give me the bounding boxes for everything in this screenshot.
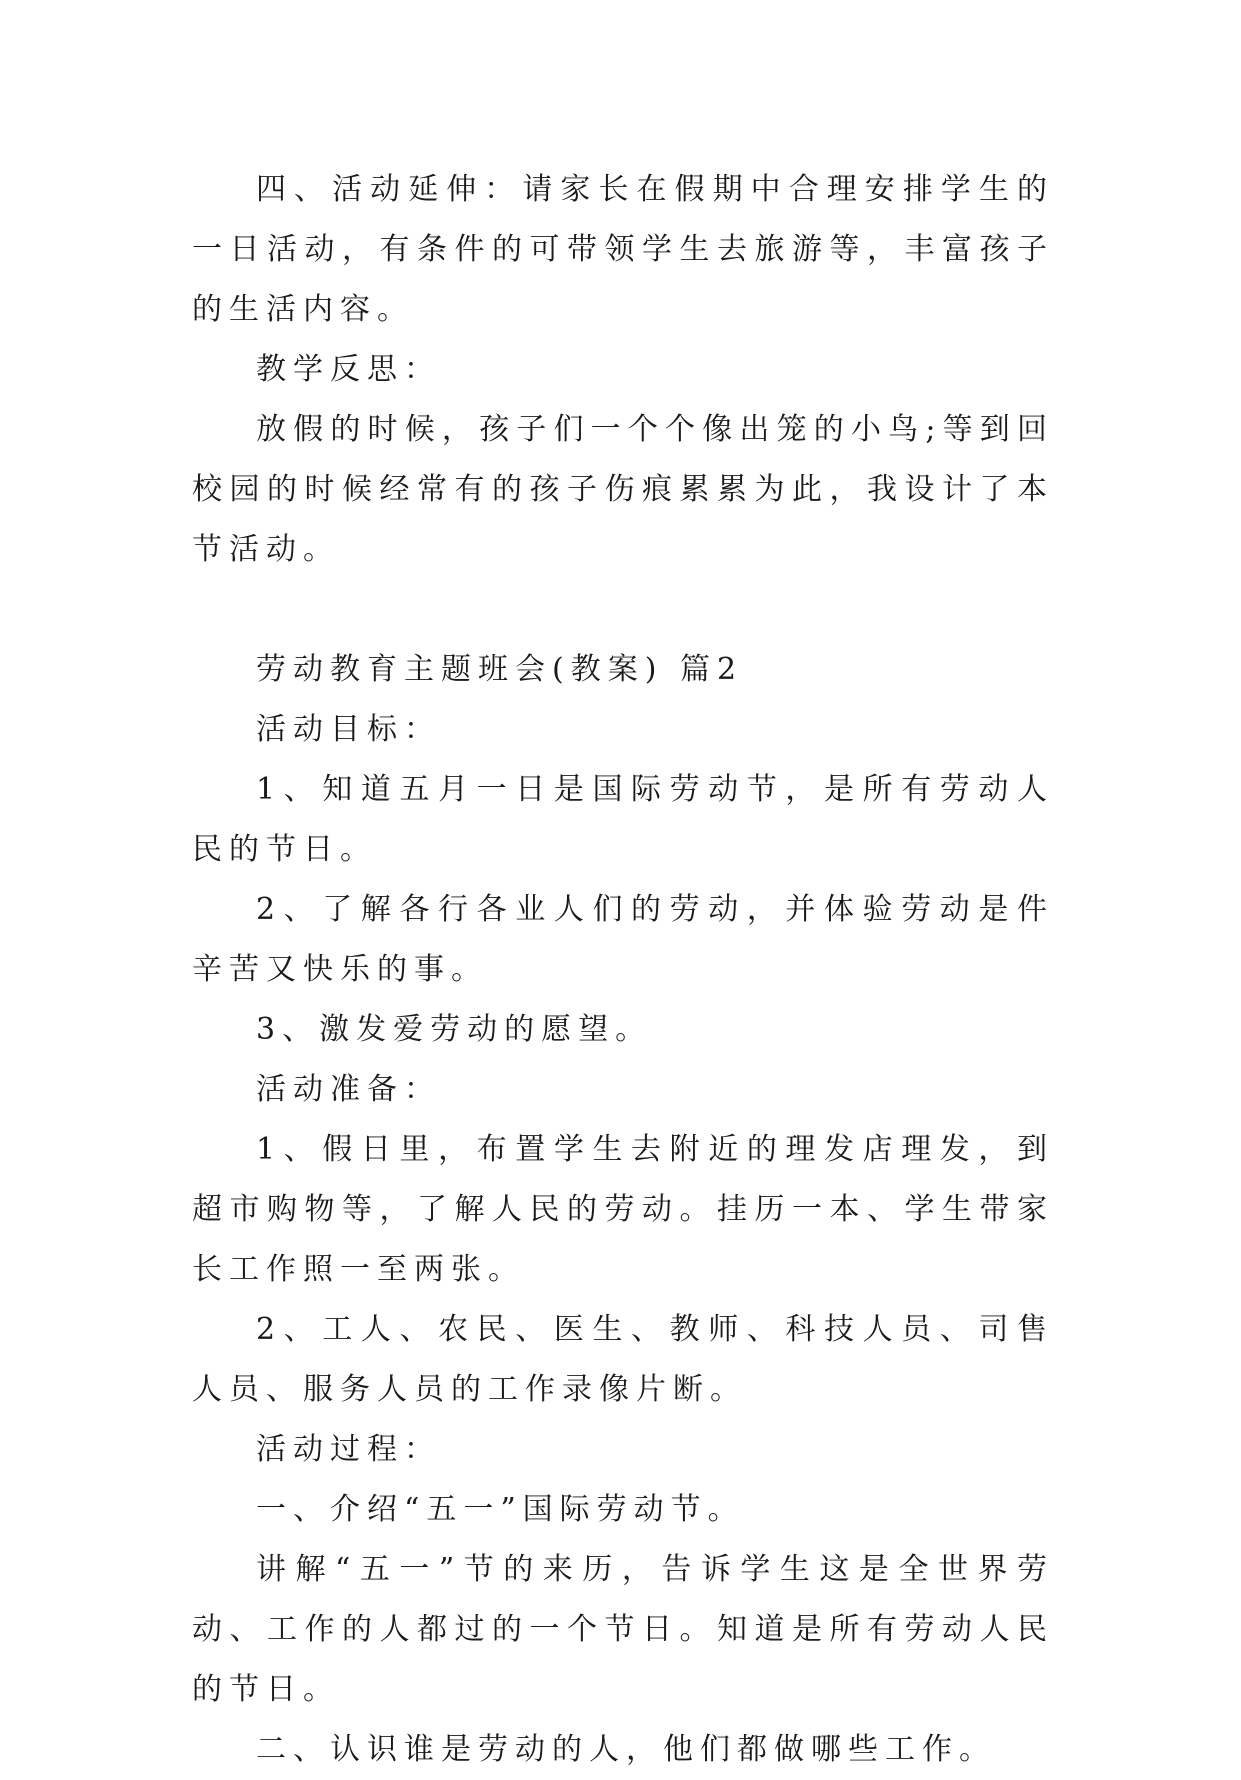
document-body: [192, 160, 1054, 1780]
paragraph-goal-3: 3、激发爱劳动的愿望。: [256, 1012, 653, 1047]
section-title: 劳动教育主题班会(教案) 篇2: [256, 652, 744, 687]
paragraph-preparation-2: 2、工人、农民、医生、教师、科技人员、司售人员、服务人员的工作录像片断。: [192, 1312, 1054, 1407]
paragraph-goals-heading: 活动目标：: [256, 712, 441, 747]
paragraph-goal-1: 1、知道五月一日是国际劳动节，是所有劳动人民的节日。: [192, 772, 1054, 867]
paragraph-preparation-1: 1、假日里，布置学生去附近的理发店理发，到超市购物等，了解人民的劳动。挂历一本、学生带家长工作照一至两张。: [192, 1132, 1054, 1287]
paragraph-preparation-heading: 活动准备：: [256, 1072, 441, 1107]
paragraph-reflection-text: 放假的时候，孩子们一个个像出笼的小鸟;等到回校园的时候经常有的孩子伤痕累累为此，我设计了本节活动。: [192, 412, 1054, 567]
paragraph-reflection-heading: 教学反思：: [256, 352, 441, 387]
paragraph-process-heading: 活动过程：: [256, 1432, 441, 1467]
paragraph-process-step-2: 二、认识谁是劳动的人，他们都做哪些工作。: [256, 1732, 996, 1767]
paragraph-process-step-1: 一、介绍“五一”国际劳动节。: [256, 1492, 745, 1527]
paragraph-process-explanation: 讲解“五一”节的来历，告诉学生这是全世界劳动、工作的人都过的一个节日。知道是所有劳动人民的节日。: [192, 1552, 1054, 1707]
paragraph-goal-2: 2、了解各行各业人们的劳动，并体验劳动是件辛苦又快乐的事。: [192, 892, 1054, 987]
paragraph-activity-extension: 四、活动延伸：请家长在假期中合理安排学生的一日活动，有条件的可带领学生去旅游等，丰富孩子的生活内容。: [192, 172, 1054, 327]
